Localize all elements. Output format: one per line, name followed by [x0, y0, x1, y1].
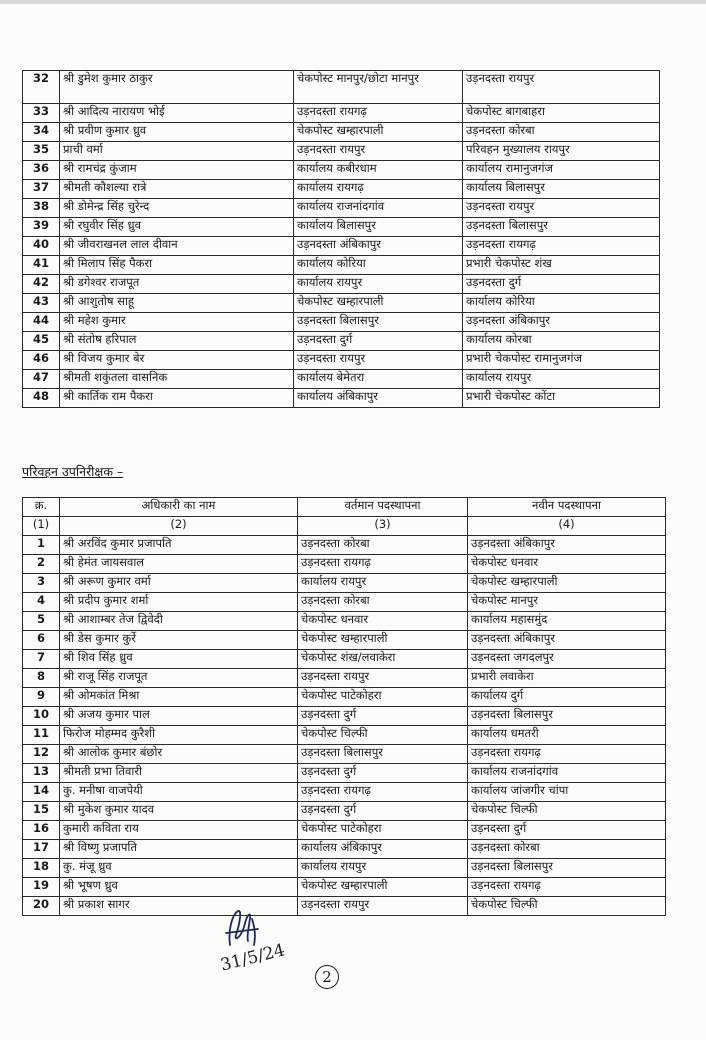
officer-name-cell: श्री राजू सिंह राजपूत: [60, 669, 298, 688]
current-posting-cell: उड़नदस्ता कोरबा: [298, 593, 468, 612]
table-row: [23, 612, 666, 631]
officer-name-cell: श्री प्रवीण कुमार ध्रुव: [60, 123, 294, 142]
table-row: [23, 218, 660, 237]
table-row: [23, 351, 660, 370]
new-posting-cell: कार्यालय रामानुजगंज: [463, 161, 660, 180]
header-officer-name: अधिकारी का नाम: [60, 498, 298, 517]
serial-cell: 8: [23, 669, 60, 688]
serial-cell: 15: [23, 802, 60, 821]
table-row: [23, 313, 660, 332]
section-title: परिवहन उपनिरीक्षक –: [22, 464, 124, 479]
table-row: [23, 745, 666, 764]
table-row: [23, 161, 660, 180]
new-posting-cell: प्रभारी लवाकेरा: [468, 669, 666, 688]
officer-name-cell: श्री अजय कुमार पाल: [60, 707, 298, 726]
officer-name-cell: श्री डेस कुमार कुर्रे: [60, 631, 298, 650]
serial-cell: 3: [23, 574, 60, 593]
header-number: (1): [23, 517, 60, 536]
new-posting-cell: कार्यालय कोरबा: [463, 332, 660, 351]
table-row: [23, 631, 666, 650]
current-posting-cell: उड़नदस्ता रायपुर: [294, 351, 463, 370]
table-row: [23, 237, 660, 256]
officer-name-cell: कु. मनीषा वाजपेयी: [60, 783, 298, 802]
current-posting-cell: कार्यालय अंबिकापुर: [294, 389, 463, 408]
serial-cell: 7: [23, 650, 60, 669]
current-posting-cell: कार्यालय बिलासपुर: [294, 218, 463, 237]
current-posting-cell: उड़नदस्ता रायगढ़: [294, 104, 463, 123]
officer-name-cell: श्री विष्णु प्रजापति: [60, 840, 298, 859]
signature-date: 31/5/24: [218, 940, 287, 976]
officer-name-cell: श्री डुमेश कुमार ठाकुर: [60, 71, 294, 104]
new-posting-cell: उड़नदस्ता रायपुर: [463, 71, 660, 104]
table-row: [23, 180, 660, 199]
new-posting-cell: परिवहन मुख्यालय रायपुर: [463, 142, 660, 161]
table-row: [23, 764, 666, 783]
current-posting-cell: उड़नदस्ता रायपुर: [298, 897, 468, 916]
current-posting-cell: चेकपोस्ट धनवार: [298, 612, 468, 631]
current-posting-cell: कार्यालय रायगढ़: [294, 180, 463, 199]
officer-name-cell: श्री रघुवीर सिंह ध्रुव: [60, 218, 294, 237]
current-posting-cell: कार्यालय बेमेतरा: [294, 370, 463, 389]
page-number-marker: 2: [315, 965, 339, 989]
officer-name-cell: श्री शिव सिंह ध्रुव: [60, 650, 298, 669]
new-posting-cell: कार्यालय राजनांदगांव: [468, 764, 666, 783]
table2-body: [23, 536, 666, 916]
officer-name-cell: श्री प्रदीप कुमार शर्मा: [60, 593, 298, 612]
current-posting-cell: चेकपोस्ट खम्हारपाली: [294, 294, 463, 313]
officer-name-cell: श्री महेश कुमार: [60, 313, 294, 332]
current-posting-cell: कार्यालय राजनांदगांव: [294, 199, 463, 218]
current-posting-cell: कार्यालय अंबिकापुर: [298, 840, 468, 859]
new-posting-cell: उड़नदस्ता रायगढ़: [463, 237, 660, 256]
officer-name-cell: श्री आलोक कुमार बंछोर: [60, 745, 298, 764]
new-posting-cell: उड़नदस्ता अंबिकापुर: [468, 631, 666, 650]
new-posting-cell: कार्यालय महासमुंद: [468, 612, 666, 631]
officer-name-cell: कुमारी कविता राय: [60, 821, 298, 840]
new-posting-cell: उड़नदस्ता जगदलपुर: [468, 650, 666, 669]
table-row: [23, 783, 666, 802]
current-posting-cell: उड़नदस्ता दुर्ग: [298, 707, 468, 726]
top-edge: [0, 0, 706, 4]
officer-name-cell: श्री अरूण कुमार वर्मा: [60, 574, 298, 593]
serial-cell: 38: [23, 199, 60, 218]
serial-cell: 32: [23, 71, 60, 104]
current-posting-cell: चेकपोस्ट खम्हारपाली: [298, 631, 468, 650]
new-posting-cell: उड़नदस्ता अंबिकापुर: [468, 536, 666, 555]
new-posting-cell: प्रभारी चेकपोस्ट शंख: [463, 256, 660, 275]
serial-cell: 14: [23, 783, 60, 802]
serial-cell: 44: [23, 313, 60, 332]
officer-name-cell: श्री मिलाप सिंह पैकरा: [60, 256, 294, 275]
serial-cell: 12: [23, 745, 60, 764]
current-posting-cell: कार्यालय रायपुर: [298, 574, 468, 593]
current-posting-cell: चेकपोस्ट शंख/लवाकेरा: [298, 650, 468, 669]
table-row: [23, 726, 666, 745]
table-row: [23, 669, 666, 688]
serial-cell: 4: [23, 593, 60, 612]
new-posting-cell: उड़नदस्ता बिलासपुर: [468, 707, 666, 726]
table-row: [23, 142, 660, 161]
serial-cell: 19: [23, 878, 60, 897]
current-posting-cell: उड़नदस्ता बिलासपुर: [294, 313, 463, 332]
current-posting-cell: चेकपोस्ट खम्हारपाली: [298, 878, 468, 897]
serial-cell: 17: [23, 840, 60, 859]
serial-cell: 37: [23, 180, 60, 199]
serial-cell: 35: [23, 142, 60, 161]
serial-cell: 39: [23, 218, 60, 237]
serial-cell: 46: [23, 351, 60, 370]
serial-cell: 41: [23, 256, 60, 275]
new-posting-cell: चेकपोस्ट मानपुर: [468, 593, 666, 612]
serial-cell: 16: [23, 821, 60, 840]
table-row: [23, 859, 666, 878]
officer-name-cell: श्री प्रकाश सागर: [60, 897, 298, 916]
current-posting-cell: उड़नदस्ता बिलासपुर: [298, 745, 468, 764]
officer-name-cell: कु. मंजू ध्रुव: [60, 859, 298, 878]
table-row: [23, 104, 660, 123]
officer-name-cell: श्री मुकेश कुमार यादव: [60, 802, 298, 821]
serial-cell: 6: [23, 631, 60, 650]
current-posting-cell: चेकपोस्ट खम्हारपाली: [294, 123, 463, 142]
officer-name-cell: श्रीमती शकुंतला वासनिक: [60, 370, 294, 389]
serial-cell: 45: [23, 332, 60, 351]
new-posting-cell: कार्यालय कोरिया: [463, 294, 660, 313]
officer-name-cell: श्रीमती प्रभा तिवारी: [60, 764, 298, 783]
table-row: [23, 802, 666, 821]
header-number: (3): [298, 517, 468, 536]
table-row: [23, 536, 666, 555]
serial-cell: 2: [23, 555, 60, 574]
table1-body: [23, 71, 660, 408]
header-new-posting: नवीन पदस्थापना: [468, 498, 666, 517]
current-posting-cell: उड़नदस्ता रायपुर: [298, 669, 468, 688]
table-row: [23, 199, 660, 218]
current-posting-cell: उड़नदस्ता दुर्ग: [298, 802, 468, 821]
header-current-posting: वर्तमान पदस्थापना: [298, 498, 468, 517]
header-number: (2): [60, 517, 298, 536]
header-row: [23, 498, 666, 517]
officer-name-cell: श्री कार्तिक राम पैकरा: [60, 389, 294, 408]
table-row: [23, 389, 660, 408]
new-posting-cell: चेकपोस्ट चिल्फी: [468, 802, 666, 821]
serial-cell: 43: [23, 294, 60, 313]
officer-name-cell: श्री डोमेन्द्र सिंह चुरेन्द: [60, 199, 294, 218]
current-posting-cell: उड़नदस्ता दुर्ग: [294, 332, 463, 351]
header-serial: क्र.: [23, 498, 60, 517]
new-posting-cell: उड़नदस्ता दुर्ग: [463, 275, 660, 294]
officer-name-cell: फिरोज मोहम्मद कुरैशी: [60, 726, 298, 745]
new-posting-cell: कार्यालय जांजगीर चांपा: [468, 783, 666, 802]
officer-name-cell: श्री डगेश्वर राजपूत: [60, 275, 294, 294]
serial-cell: 33: [23, 104, 60, 123]
new-posting-cell: उड़नदस्ता बिलासपुर: [468, 859, 666, 878]
current-posting-cell: उड़नदस्ता कोरबा: [298, 536, 468, 555]
serial-cell: 34: [23, 123, 60, 142]
current-posting-cell: चेकपोस्ट पाटेकोहरा: [298, 688, 468, 707]
serial-cell: 47: [23, 370, 60, 389]
new-posting-cell: प्रभारी चेकपोस्ट कोंटा: [463, 389, 660, 408]
table-row: [23, 123, 660, 142]
table-row: [23, 897, 666, 916]
current-posting-cell: कार्यालय कोरिया: [294, 256, 463, 275]
new-posting-cell: कार्यालय बिलासपुर: [463, 180, 660, 199]
new-posting-cell: उड़नदस्ता रायगढ़: [468, 878, 666, 897]
transfer-table-sub-inspectors: [22, 497, 666, 916]
current-posting-cell: कार्यालय कबीरधाम: [294, 161, 463, 180]
serial-cell: 13: [23, 764, 60, 783]
table-row: [23, 370, 660, 389]
officer-name-cell: श्री हेमंत जायसवाल: [60, 555, 298, 574]
officer-name-cell: श्री अरविंद कुमार प्रजापति: [60, 536, 298, 555]
officer-name-cell: श्री रामचंद्र कुंजाम: [60, 161, 294, 180]
table-row: [23, 294, 660, 313]
current-posting-cell: उड़नदस्ता रायगढ़: [298, 555, 468, 574]
officer-name-cell: श्री संतोष हरिपाल: [60, 332, 294, 351]
new-posting-cell: उड़नदस्ता बिलासपुर: [463, 218, 660, 237]
officer-name-cell: श्री भूषण ध्रुव: [60, 878, 298, 897]
table-row: [23, 650, 666, 669]
new-posting-cell: उड़नदस्ता रायपुर: [463, 199, 660, 218]
new-posting-cell: चेकपोस्ट बागबाहरा: [463, 104, 660, 123]
new-posting-cell: उड़नदस्ता दुर्ग: [468, 821, 666, 840]
serial-cell: 48: [23, 389, 60, 408]
serial-cell: 10: [23, 707, 60, 726]
current-posting-cell: उड़नदस्ता रायगढ़: [298, 783, 468, 802]
officer-name-cell: श्री आशुतोष साहू: [60, 294, 294, 313]
table-row: [23, 332, 660, 351]
table-row: [23, 555, 666, 574]
table-row: [23, 574, 666, 593]
officer-name-cell: श्री ओमकांत मिश्रा: [60, 688, 298, 707]
new-posting-cell: कार्यालय रायपुर: [463, 370, 660, 389]
current-posting-cell: चेकपोस्ट मानपुर/छोटा मानपुर: [294, 71, 463, 104]
serial-cell: 42: [23, 275, 60, 294]
current-posting-cell: उड़नदस्ता अंबिकापुर: [294, 237, 463, 256]
serial-cell: 18: [23, 859, 60, 878]
table-row: [23, 688, 666, 707]
serial-cell: 40: [23, 237, 60, 256]
new-posting-cell: उड़नदस्ता रायगढ़: [468, 745, 666, 764]
table-row: [23, 840, 666, 859]
serial-cell: 9: [23, 688, 60, 707]
table-row: [23, 593, 666, 612]
officer-name-cell: प्राची वर्मा: [60, 142, 294, 161]
current-posting-cell: उड़नदस्ता रायपुर: [294, 142, 463, 161]
new-posting-cell: उड़नदस्ता अंबिकापुर: [463, 313, 660, 332]
table-row: [23, 275, 660, 294]
officer-name-cell: श्री जीवराखनल लाल दीवान: [60, 237, 294, 256]
new-posting-cell: चेकपोस्ट धनवार: [468, 555, 666, 574]
serial-cell: 20: [23, 897, 60, 916]
header-number-row: [23, 517, 666, 536]
new-posting-cell: कार्यालय धमतरी: [468, 726, 666, 745]
serial-cell: 11: [23, 726, 60, 745]
table-row: [23, 821, 666, 840]
table-row: [23, 707, 666, 726]
officer-name-cell: श्री आदित्य नारायण भोई: [60, 104, 294, 123]
current-posting-cell: चेकपोस्ट चिल्फी: [298, 726, 468, 745]
header-number: (4): [468, 517, 666, 536]
officer-name-cell: श्री विजय कुमार बेर: [60, 351, 294, 370]
officer-name-cell: श्री आशाम्बर तेज द्विवेदी: [60, 612, 298, 631]
new-posting-cell: चेकपोस्ट चिल्फी: [468, 897, 666, 916]
current-posting-cell: उड़नदस्ता दुर्ग: [298, 764, 468, 783]
new-posting-cell: उड़नदस्ता कोरबा: [468, 840, 666, 859]
serial-cell: 36: [23, 161, 60, 180]
transfer-table-part1: [22, 70, 660, 408]
table-row: [23, 256, 660, 275]
serial-cell: 5: [23, 612, 60, 631]
table-row: [23, 878, 666, 897]
current-posting-cell: कार्यालय रायपुर: [298, 859, 468, 878]
new-posting-cell: उड़नदस्ता कोरबा: [463, 123, 660, 142]
table-row: [23, 71, 660, 104]
new-posting-cell: कार्यालय दुर्ग: [468, 688, 666, 707]
officer-name-cell: श्रीमती कौशल्या रात्रे: [60, 180, 294, 199]
new-posting-cell: चेकपोस्ट खम्हारपाली: [468, 574, 666, 593]
current-posting-cell: चेकपोस्ट पाटेकोहरा: [298, 821, 468, 840]
new-posting-cell: प्रभारी चेकपोस्ट रामानुजगंज: [463, 351, 660, 370]
current-posting-cell: कार्यालय रायपुर: [294, 275, 463, 294]
serial-cell: 1: [23, 536, 60, 555]
